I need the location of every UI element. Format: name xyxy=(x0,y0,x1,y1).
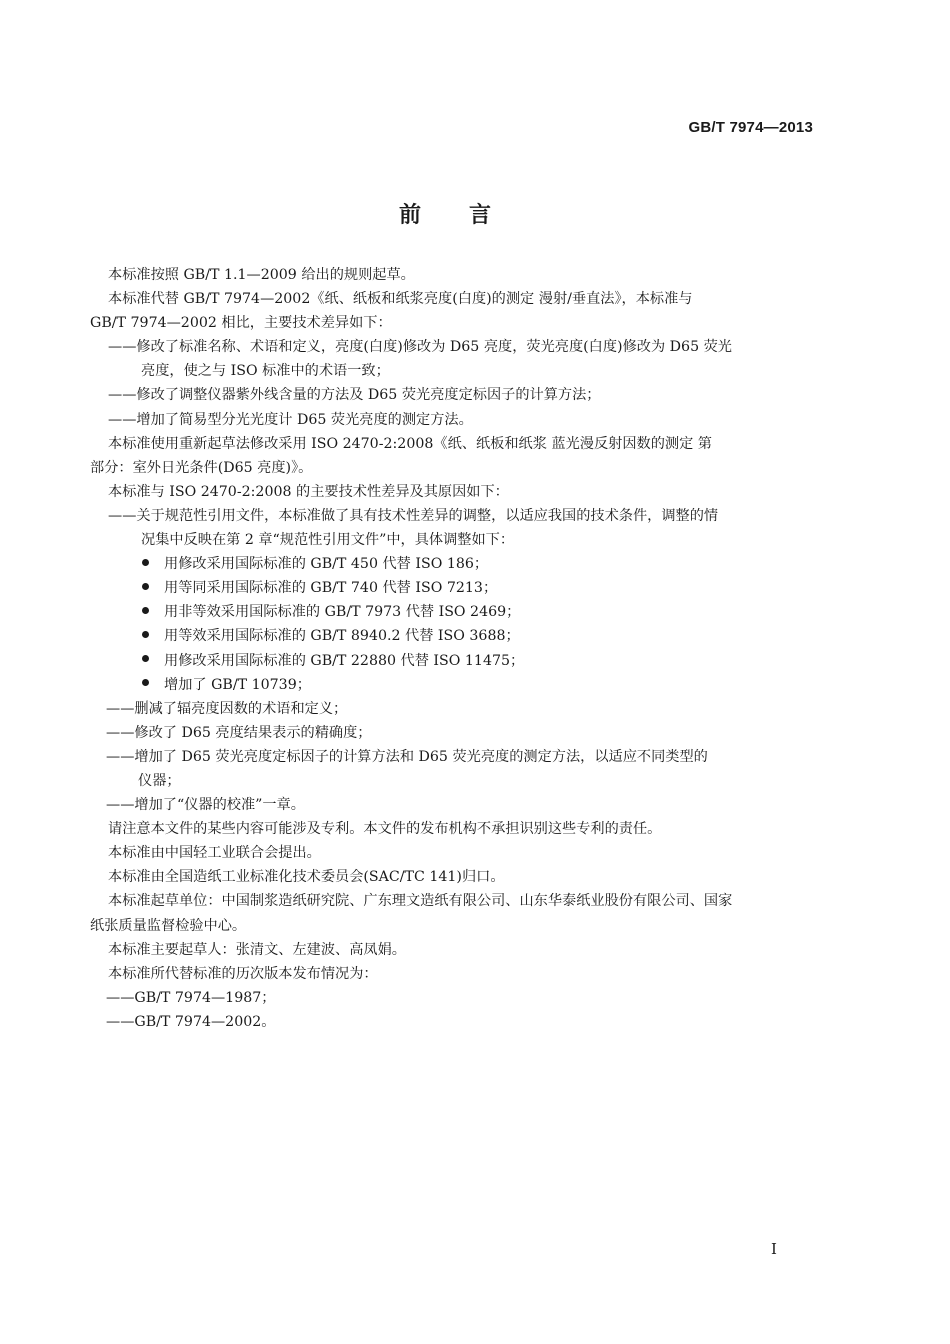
iso-difference-item-2: ——删减了辐亮度因数的术语和定义； xyxy=(106,700,348,717)
list-item: 用等同采用国际标准的 GB/T 740 代替 ISO 7213； xyxy=(0,576,950,600)
iso-difference-item-4-line1: ——增加了 D65 荧光亮度定标因子的计算方法和 D65 荧光亮度的测定方法，以适应不同类型的 xyxy=(106,748,708,765)
iso-difference-item-4-line2: 仪器； xyxy=(138,772,181,789)
difference-item-1-line1: ——修改了标准名称、术语和定义，亮度(白度)修改为 D65 亮度，荧光亮度(白度)修改为 D65 荧光 xyxy=(108,339,732,356)
iso-difference-item-1-line1: ——关于规范性引用文件，本标准做了具有技术性差异的调整，以适应我国的技术条件，调整的情 xyxy=(108,507,719,524)
list-item: 增加了 GB/T 10739； xyxy=(0,673,950,697)
iso-difference-item-5: ——增加了“仪器的校准”一章。 xyxy=(106,797,305,814)
difference-item-1-line2: 亮度，使之与 ISO 标准中的术语一致； xyxy=(141,363,390,380)
iso-difference-item-3: ——修改了 D65 亮度结果表示的精确度； xyxy=(106,724,372,741)
list-item: 用非等效采用国际标准的 GB/T 7973 代替 ISO 2469； xyxy=(0,600,950,624)
paragraph-iso-adoption-line2: 部分：室外日光条件(D65 亮度)》。 xyxy=(90,459,313,476)
bullet-icon xyxy=(142,607,149,614)
list-item: 用修改采用国际标准的 GB/T 22880 代替 ISO 11475； xyxy=(0,649,950,673)
paragraph-replaces-line1: 本标准代替 GB/T 7974—2002《纸、纸板和纸浆亮度(白度)的测定 漫射/垂直法》，本标准与 xyxy=(108,291,693,308)
paragraph-history: 本标准所代替标准的历次版本发布情况为： xyxy=(108,965,378,982)
paragraph-technical-committee: 本标准由全国造纸工业标准化技术委员会(SAC/TC 141)归口。 xyxy=(108,869,505,886)
paragraph-proposed-by: 本标准由中国轻工业联合会提出。 xyxy=(108,845,321,862)
paragraph-drafting-units-line2: 纸张质量监督检验中心。 xyxy=(90,917,247,934)
paragraph-iso-differences: 本标准与 ISO 2470-2:2008 的主要技术性差异及其原因如下： xyxy=(108,483,509,500)
history-item-1987: ——GB/T 7974—1987； xyxy=(106,989,276,1006)
list-item: 用等效采用国际标准的 GB/T 8940.2 代替 ISO 3688； xyxy=(0,624,950,648)
list-item: 用修改采用国际标准的 GB/T 450 代替 ISO 186； xyxy=(0,552,950,576)
page-number: I xyxy=(771,1240,777,1258)
difference-item-2: ——修改了调整仪器紫外线含量的方法及 D65 荧光亮度定标因子的计算方法； xyxy=(108,387,601,404)
bullet-icon xyxy=(142,559,149,566)
paragraph-patent-notice: 请注意本文件的某些内容可能涉及专利。本文件的发布机构不承担识别这些专利的责任。 xyxy=(108,821,662,838)
paragraph-iso-adoption-line1: 本标准使用重新起草法修改采用 ISO 2470-2:2008《纸、纸板和纸浆 蓝光漫反射因数的测定 第 xyxy=(108,435,712,452)
iso-difference-item-1-line2: 况集中反映在第 2 章“规范性引用文件”中，具体调整如下： xyxy=(141,532,515,549)
history-item-2002: ——GB/T 7974—2002。 xyxy=(106,1013,276,1030)
standard-number: GB/T 7974—2013 xyxy=(688,119,813,136)
paragraph-replaces-line2: GB/T 7974—2002 相比，主要技术差异如下： xyxy=(90,315,392,332)
bullet-icon xyxy=(142,583,149,590)
paragraph-drafting-units-line1: 本标准起草单位：中国制浆造纸研究院、广东理文造纸有限公司、山东华泰纸业股份有限公司、国家 xyxy=(108,893,733,910)
paragraph-drafters: 本标准主要起草人：张清文、左建波、高凤娟。 xyxy=(108,941,406,958)
bullet-icon xyxy=(142,631,149,638)
difference-item-3: ——增加了简易型分光光度计 D65 荧光亮度的测定方法。 xyxy=(108,411,473,428)
page-title: 前言 xyxy=(398,203,539,228)
bullet-icon xyxy=(142,655,149,662)
paragraph-drafting-rules: 本标准按照 GB/T 1.1—2009 给出的规则起草。 xyxy=(108,267,415,283)
foreword-body xyxy=(0,263,950,1034)
bullet-icon xyxy=(142,679,149,686)
